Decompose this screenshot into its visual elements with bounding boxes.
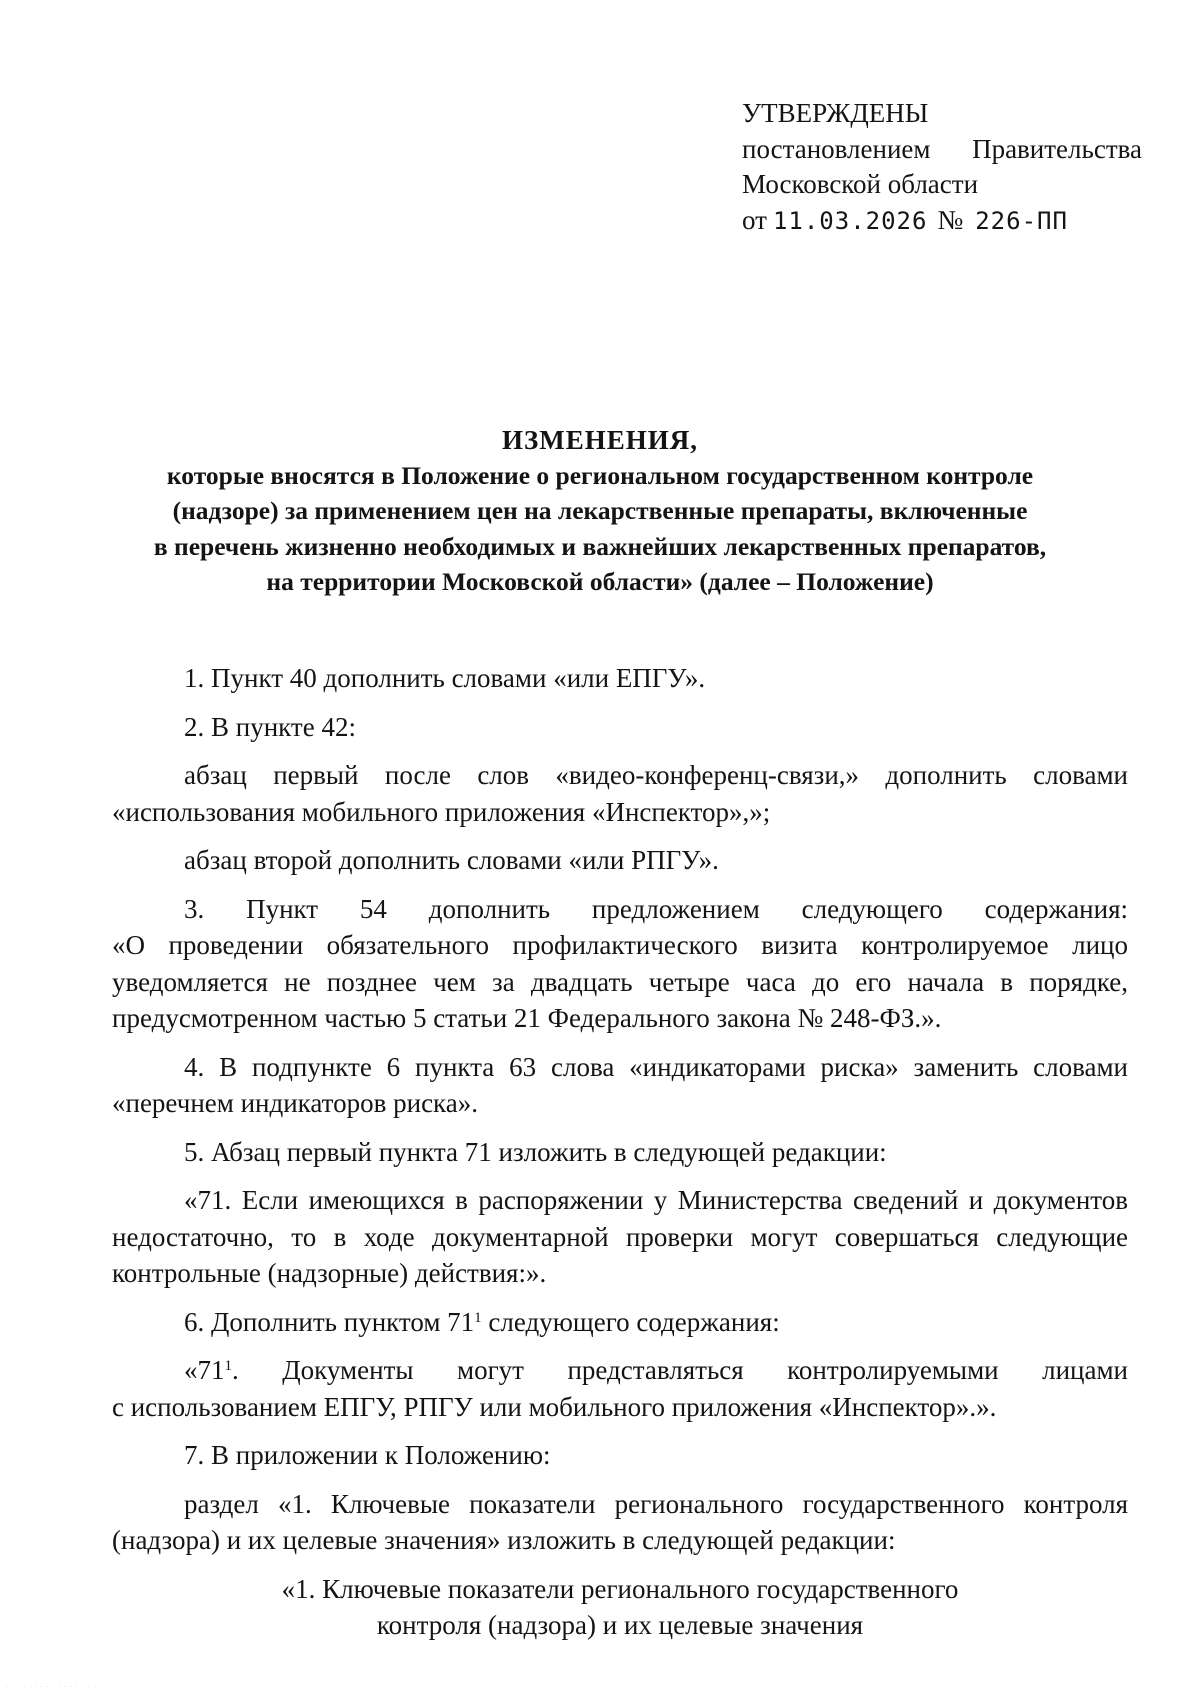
- approval-date: 11.03.2026: [772, 206, 928, 235]
- item-6: 6. Дополнить пунктом $71^1$ следующего содержания:: [184, 1306, 780, 1337]
- item-7-paragraph: раздел «1. Ключевые показатели регионального государственного контроля (надзора) и их целевые значения» изложить в следующей редакции:: [112, 1488, 1128, 1555]
- item-6-quote: «$71^1$. Документы могут представляться контролируемыми лицами с использованием ЕПГУ, РПГУ или мобильного приложения «Инспектор».».: [112, 1355, 1128, 1422]
- org-word-1: постановлением: [742, 133, 931, 164]
- title-heading: ИЗМЕНЕНИЯ,: [501, 425, 698, 455]
- item-5: 5. Абзац первый пункта 71 изложить в следующей редакции:: [184, 1136, 887, 1167]
- date-prefix: от: [742, 204, 767, 235]
- approved-label: УТВЕРЖДЕНЫ: [742, 98, 929, 128]
- item-5-quote: «71. Если имеющихся в распоряжении у Министерства сведений и документов недостаточно, то в ходе документарной проверки могут совершаться следующие контрольные (надзорные) действия:».: [112, 1185, 1128, 1288]
- item-2: 2. В пункте 42:: [184, 711, 356, 742]
- approval-date-line: [742, 203, 1142, 240]
- approval-stamp: [742, 96, 1142, 239]
- title-line: которые вносятся в Положение о региональном государственном контроле: [166, 461, 1034, 491]
- title-line: (надзоре) за применением цен на лекарственные препараты, включенные: [172, 496, 1028, 526]
- approval-region: Московской области: [742, 169, 979, 199]
- superscript: 1: [474, 1309, 482, 1326]
- item-4: 4. В подпункте 6 пункта 63 слова «индикаторами риска» заменить словами «перечнем индикаторов риска».: [112, 1051, 1128, 1118]
- item-2-paragraph-1: абзац первый после слов «видео-конференц-связи,» дополнить словами «использования мобильного приложения «Инспектор»,»;: [112, 760, 1128, 827]
- item-7: 7. В приложении к Положению:: [184, 1440, 551, 1470]
- item-2-paragraph-2: абзац второй дополнить словами «или РПГУ».: [184, 845, 719, 875]
- superscript: 1: [224, 1358, 232, 1374]
- document-title: [112, 423, 1088, 599]
- approval-organization: [742, 132, 1142, 168]
- item-1: 1. Пункт 40 дополнить словами «или ЕПГУ».: [184, 663, 706, 693]
- scan-footer-mark: · · · · · · · · · · · · · · · ·: [6, 1684, 97, 1691]
- org-word-2: Правительства: [972, 133, 1142, 164]
- title-line: в перечень жизненно необходимых и важнейших лекарственных препаратов,: [153, 531, 1047, 561]
- approval-number: 226-ПП: [975, 206, 1068, 235]
- number-sign: №: [937, 204, 964, 235]
- document-body: [112, 660, 1128, 1656]
- item-7-section-heading: «1. Ключевые показатели регионального государственного контроля (надзора) и их целевые значения: [281, 1573, 959, 1640]
- item-3: 3. Пункт 54 дополнить предложением следующего содержания: «О проведении обязательного профилактического визита контролируемое лицо уведомляется не позднее чем за двадцать четыре часа до его начала в порядке, предусмотренном частью 5 статьи 21 Федерального закона № 248-ФЗ.».: [112, 893, 1128, 1033]
- title-line: на территории Московской области» (далее – Положение): [266, 566, 934, 596]
